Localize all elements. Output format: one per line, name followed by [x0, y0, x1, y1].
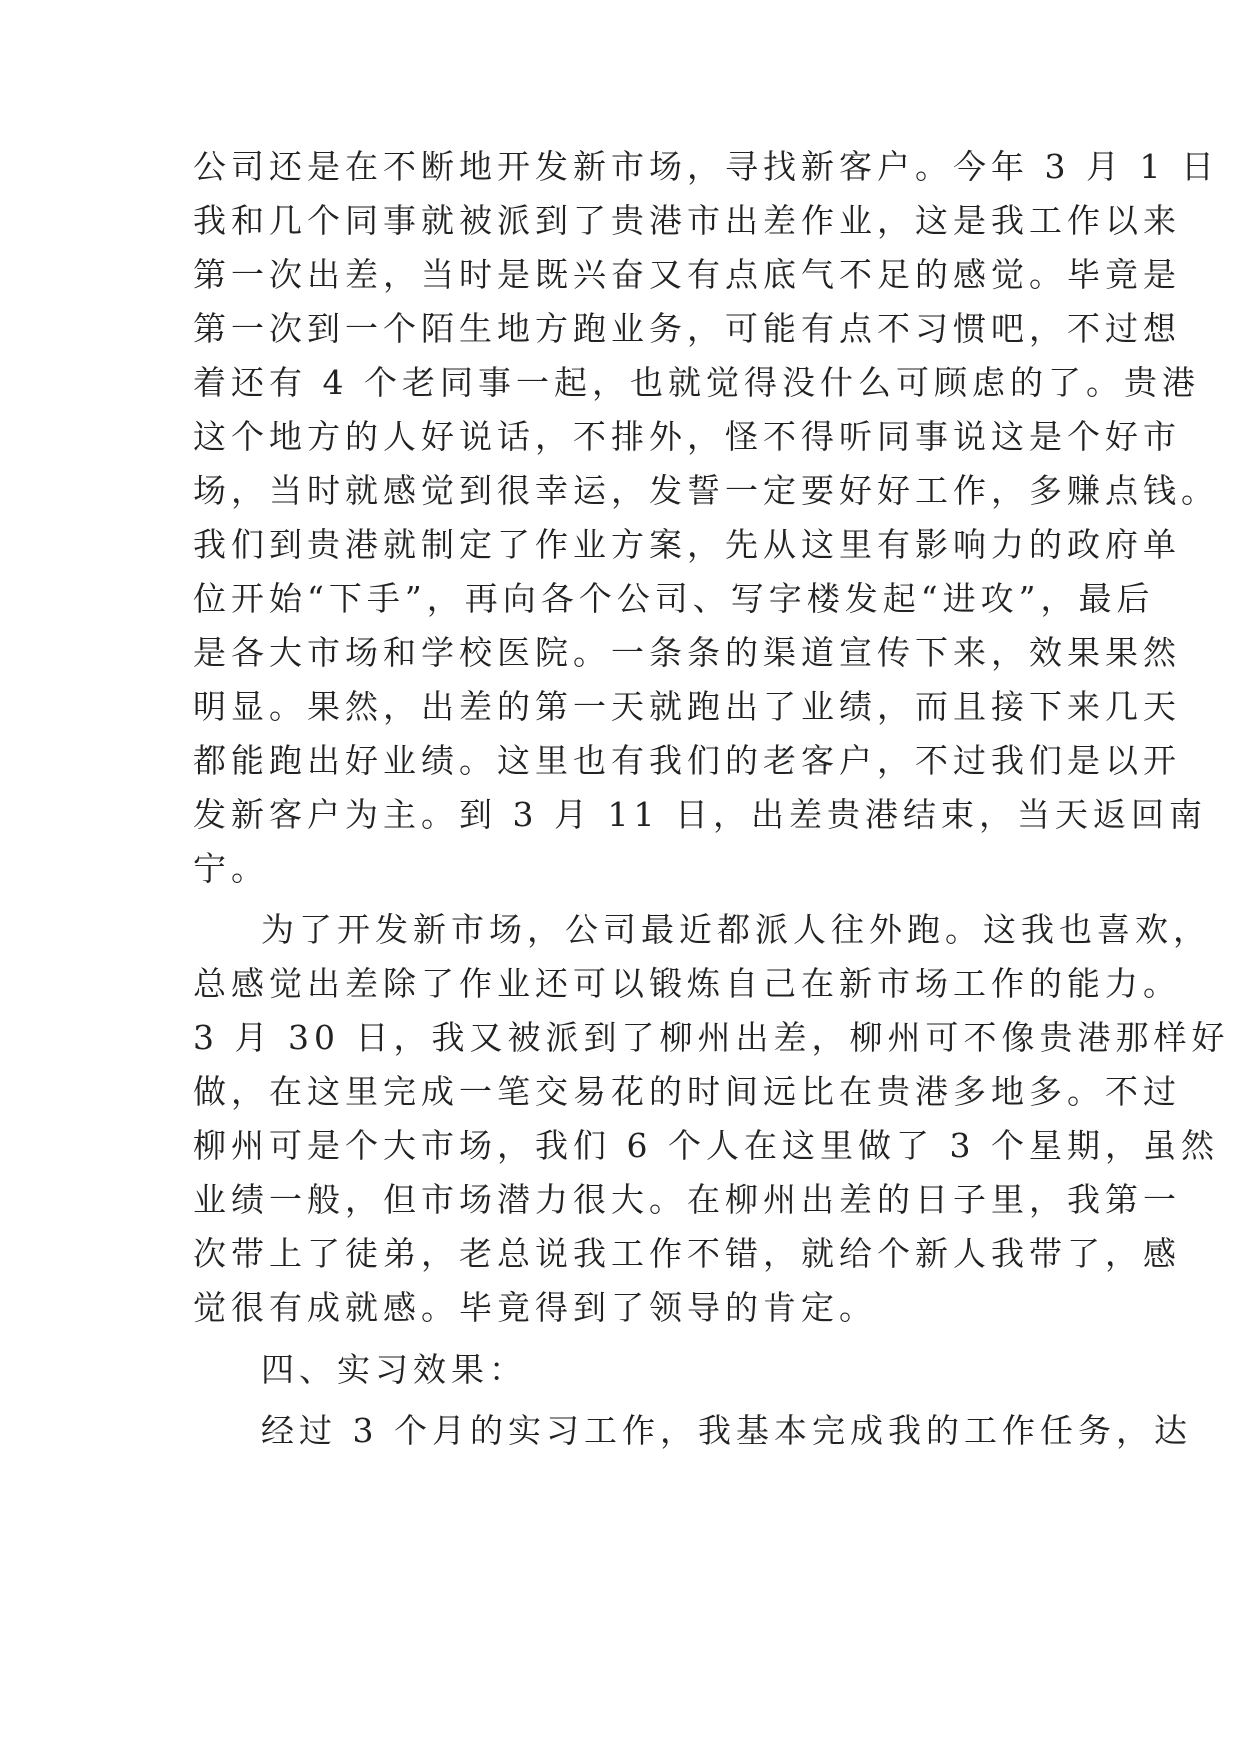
text-line: 做，在这里完成一笔交易花的时间远比在贵港多地多。不过 — [193, 1072, 1181, 1111]
text-line: 总感觉出差除了作业还可以锻炼自己在新市场工作的能力。 — [193, 964, 1181, 1003]
text-line: 是各大市场和学校医院。一条条的渠道宣传下来，效果果然 — [193, 633, 1181, 672]
text-line: 明显。果然，出差的第一天就跑出了业绩，而且接下来几天 — [193, 687, 1181, 726]
text-line: 位开始“下手”，再向各个公司、写字楼发起“进攻”，最后 — [193, 579, 1155, 618]
text-line: 第一次到一个陌生地方跑业务，可能有点不习惯吧，不过想 — [193, 309, 1181, 348]
text-line: 场，当时就感觉到很幸运，发誓一定要好好工作，多赚点钱。 — [193, 471, 1219, 510]
text-line: 公司还是在不断地开发新市场，寻找新客户。今年 3 月 1 日 — [193, 147, 1219, 186]
text-line: 第一次出差，当时是既兴奋又有点底气不足的感觉。毕竟是 — [193, 255, 1181, 294]
text-line: 都能跑出好业绩。这里也有我们的老客户，不过我们是以开 — [193, 741, 1181, 780]
text-line: 发新客户为主。到 3 月 11 日，出差贵港结束，当天返回南 — [193, 795, 1207, 834]
text-line: 业绩一般，但市场潜力很大。在柳州出差的日子里，我第一 — [193, 1180, 1181, 1219]
text-line: 3 月 30 日，我又被派到了柳州出差，柳州可不像贵港那样好 — [193, 1018, 1230, 1057]
paragraph-first-line: 经过 3 个月的实习工作，我基本完成我的工作任务，达 — [261, 1411, 1192, 1450]
text-line: 宁。 — [193, 849, 269, 888]
text-line: 我和几个同事就被派到了贵港市出差作业，这是我工作以来 — [193, 201, 1181, 240]
text-line: 次带上了徒弟，老总说我工作不错，就给个新人我带了，感 — [193, 1234, 1181, 1273]
text-line: 这个地方的人好说话，不排外，怪不得听同事说这是个好市 — [193, 417, 1181, 456]
text-line: 柳州可是个大市场，我们 6 个人在这里做了 3 个星期，虽然 — [193, 1126, 1219, 1165]
paragraph-first-line: 为了开发新市场，公司最近都派人往外跑。这我也喜欢， — [261, 910, 1211, 949]
section-heading: 四、实习效果： — [261, 1350, 527, 1389]
text-line: 着还有 4 个老同事一起，也就觉得没什么可顾虑的了。贵港 — [193, 363, 1200, 402]
text-line: 我们到贵港就制定了作业方案，先从这里有影响力的政府单 — [193, 525, 1181, 564]
text-line: 觉很有成就感。毕竟得到了领导的肯定。 — [193, 1288, 877, 1327]
